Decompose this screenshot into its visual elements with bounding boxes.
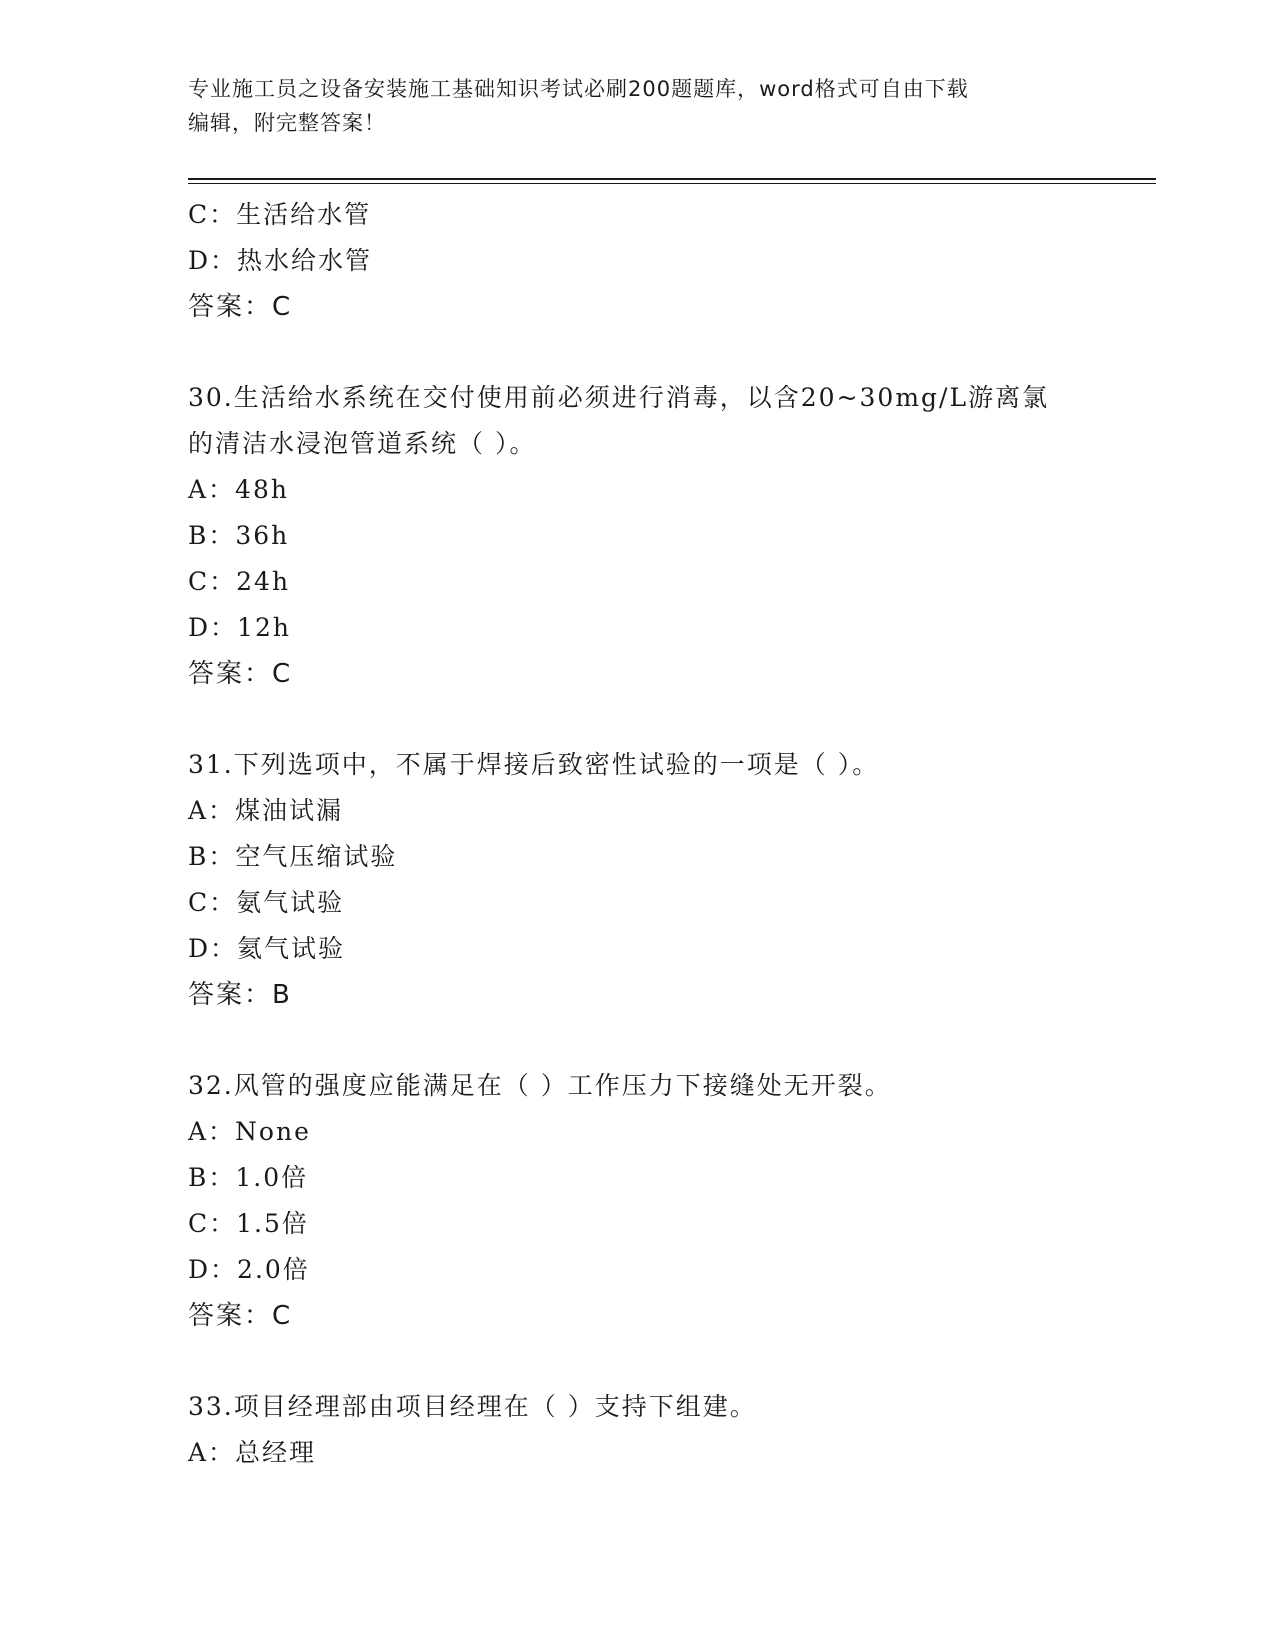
option-d: D：2.0倍 — [188, 1255, 310, 1284]
question-32-text: 32.风管的强度应能满足在（ ）工作压力下接缝处无开裂。 — [188, 1071, 892, 1100]
question-31-text: 31.下列选项中，不属于焊接后致密性试验的一项是（ ）。 — [188, 750, 880, 779]
header-line-1: 专业施工员之设备安装施工基础知识考试必刷200题题库，word格式可自由下载 — [188, 77, 969, 101]
option-b: B：1.0倍 — [188, 1163, 309, 1192]
question-30-text-line-1: 30.生活给水系统在交付使用前必须进行消毒，以含20~30mg/L游离氯 — [188, 383, 1050, 412]
question-content — [188, 192, 1088, 1476]
header-line-2: 编辑，附完整答案！ — [188, 111, 386, 135]
option-a: A：煤油试漏 — [188, 796, 344, 825]
option-d: D：12h — [188, 613, 291, 642]
option-a: A：总经理 — [188, 1438, 317, 1467]
spacer — [188, 1339, 1088, 1384]
answer-label: 答案：C — [188, 1301, 293, 1331]
option-a: A：48h — [188, 475, 289, 504]
option-c: C：氨气试验 — [188, 888, 345, 917]
option-c: C：1.5倍 — [188, 1209, 309, 1238]
answer-label: 答案：C — [188, 659, 293, 689]
option-c: C：24h — [188, 567, 291, 596]
spacer — [188, 1018, 1088, 1063]
question-30-text-line-2: 的清洁水浸泡管道系统（ ）。 — [188, 429, 537, 458]
option-c: C：生活给水管 — [188, 200, 372, 229]
header-divider-thick — [188, 178, 1156, 180]
document-header — [188, 72, 1088, 140]
option-d: D：热水给水管 — [188, 246, 373, 275]
header-divider-thin — [188, 183, 1156, 184]
option-a: A：None — [188, 1117, 311, 1146]
answer-label: 答案：C — [188, 292, 293, 322]
option-b: B：空气压缩试验 — [188, 842, 398, 871]
answer-label: 答案：B — [188, 980, 292, 1010]
option-b: B：36h — [188, 521, 290, 550]
question-33-text: 33.项目经理部由项目经理在（ ）支持下组建。 — [188, 1392, 757, 1421]
spacer — [188, 697, 1088, 742]
spacer — [188, 330, 1088, 375]
option-d: D：氦气试验 — [188, 934, 346, 963]
